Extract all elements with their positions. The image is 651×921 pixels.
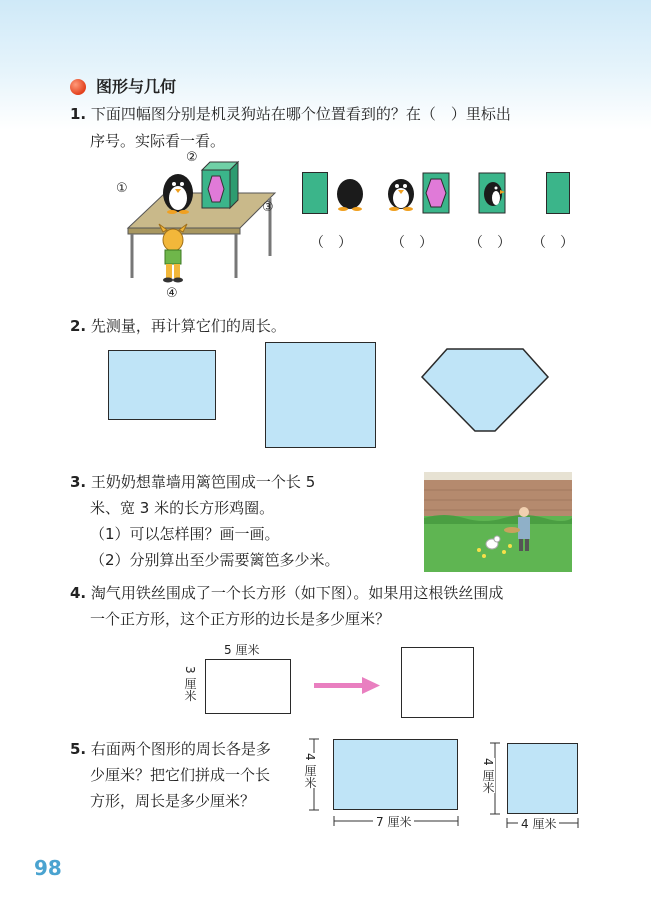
q4-height-label: 3 厘米 [183,666,197,702]
position-label-4: ④ [166,286,178,301]
q1-line2: 序号。实际看一看。 [90,132,226,150]
q3-sub1: （1）可以怎样围？画一画。 [90,525,280,543]
q4-square [401,647,474,718]
green-box-icon [202,162,238,208]
q5-line2: 少厘米？把它们拼成一个长 [90,766,271,784]
q2-number: 2. [70,317,87,335]
answer-blank-3[interactable]: （ ） [469,235,511,251]
view-box-hexagon-icon [422,172,452,214]
q2-text: 先测量，再计算它们的周长。 [90,317,286,335]
q3-sub2: （2）分别算出至少需要篱笆多少米。 [90,551,340,569]
view-box-front [302,172,328,214]
position-label-3: ③ [262,200,274,215]
table-scene-illustration [110,148,280,308]
q1-number: 1. [70,105,87,123]
q3-line2: 米、宽 3 米的长方形鸡圈。 [90,499,275,517]
position-label-2: ② [186,150,198,165]
q5-line3: 方形，周长是多少厘米？ [90,792,256,810]
q3-line1: 王奶奶想靠墙用篱笆围成一个长 5 [90,473,316,491]
q5-square [507,743,578,814]
q4-number: 4. [70,584,87,602]
q5-rect-width-label: 7 厘米 [373,813,414,830]
square-shape [265,342,376,448]
view-box-penguin-side-icon [478,172,508,214]
q3-number: 3. [70,473,87,491]
q5-number: 5. [70,740,87,758]
q5-rectangle [333,739,458,810]
q5-rect-height-label: 4 厘米 [303,753,317,789]
q4-width-label: 5 厘米 [224,643,260,657]
view-penguin-back-icon [333,176,367,212]
position-label-1: ① [116,181,128,196]
q5-square-height-label: 4 厘米 [481,758,495,794]
q4-line1: 淘气用铁丝围成了一个长方形（如下图）。如果用这根铁丝围成 [90,584,504,602]
page-number: 98 [34,856,62,880]
q5-line1: 右面两个图形的周长各是多 [90,740,271,758]
q1 [70,101,511,127]
q4-line2: 一个正方形，这个正方形的边长是多少厘米？ [90,610,391,628]
q2 [70,313,286,339]
rectangle-shape [108,350,216,420]
chicken-yard-picture [424,472,572,572]
q3 [70,469,315,495]
q5-square-width-label: 4 厘米 [518,815,559,832]
section-title: 图形与几何 [96,77,177,96]
answer-blank-1[interactable]: （ ） [310,235,352,251]
answer-blank-4[interactable]: （ ） [532,235,574,251]
answer-blank-2[interactable]: （ ） [391,235,433,251]
q4-rectangle [205,659,291,714]
view-penguin-front-icon [384,176,418,212]
arrow-right-icon [312,677,382,695]
hexagon-shape [420,347,550,433]
section-bullet-icon [70,79,86,95]
view-box-side [546,172,570,214]
q1-line1: 下面四幅图分别是机灵狗站在哪个位置看到的？在（ ）里标出 [90,105,511,123]
q5 [70,736,271,762]
q4 [70,580,503,606]
